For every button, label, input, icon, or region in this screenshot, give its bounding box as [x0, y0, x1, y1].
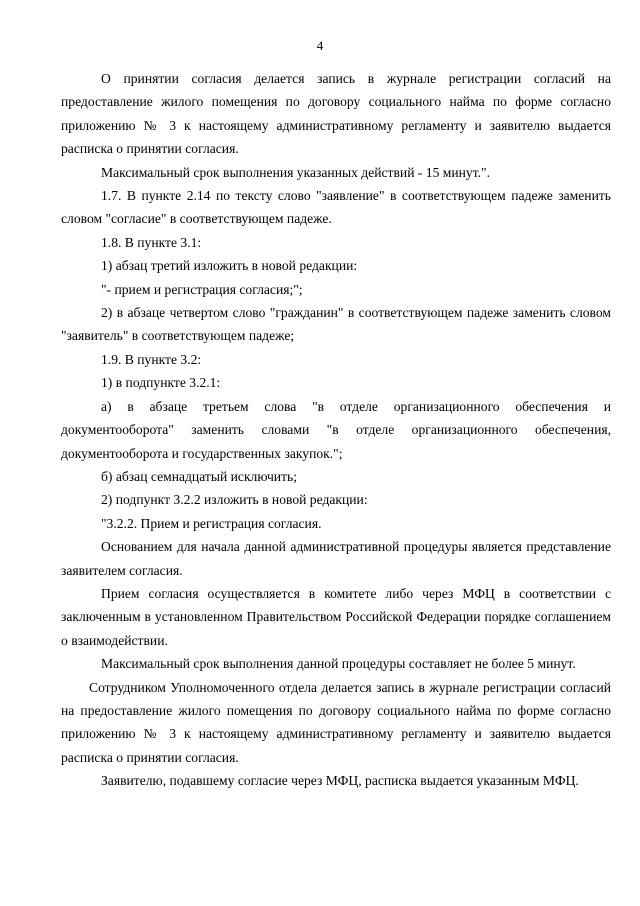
- paragraph-3: 1.7. В пункте 2.14 по тексту слово "заявление" в соответствующем падеже заменить словом "согласие" в соответствующем падеже.: [61, 188, 611, 227]
- paragraph-5: 1) абзац третий изложить в новой редакции:: [101, 258, 358, 274]
- paragraph-4: 1.8. В пункте 3.1:: [101, 234, 202, 250]
- paragraph-11: б) абзац семнадцатый исключить;: [101, 468, 297, 484]
- page-number: 4: [316, 38, 324, 53]
- paragraph-16: Максимальный срок выполнения данной процедуры составляет не более 5 минут.: [101, 656, 576, 672]
- paragraph-9: 1) в подпункте 3.2.1:: [101, 375, 221, 391]
- paragraph-17: Сотрудником Уполномоченного отдела делается запись в журнале регистрации согласий на предоставление жилого помещения по договору социального найма по форме согласно приложению № 3 к настоящему административному регламенту и заявителю выдается расписка о принятии согласия.: [61, 679, 611, 765]
- paragraph-6: "- прием и регистрация согласия;";: [101, 281, 303, 297]
- document-body: [61, 67, 611, 793]
- paragraph-13: "3.2.2. Прием и регистрация согласия.: [101, 515, 322, 531]
- paragraph-12: 2) подпункт 3.2.2 изложить в новой редакции:: [101, 492, 368, 508]
- paragraph-1: О принятии согласия делается запись в журнале регистрации согласий на предоставление жилого помещения по договору социального найма по форме согласно приложению № 3 к настоящему административному регламенту и заявителю выдается расписка о принятии согласия.: [61, 71, 611, 157]
- paragraph-18: Заявителю, подавшему согласие через МФЦ, расписка выдается указанным МФЦ.: [101, 773, 579, 789]
- paragraph-8: 1.9. В пункте 3.2:: [101, 351, 202, 367]
- paragraph-7: 2) в абзаце четвертом слово "гражданин" в соответствующем падеже заменить словом "заявитель" в соответствующем падеже;: [61, 305, 611, 344]
- paragraph-10: а) в абзаце третьем слова "в отделе организационного обеспечения и документооборота" заменить словами "в отделе организационного обеспечения, документооборота и государственных закупок.";: [61, 398, 611, 461]
- paragraph-15: Прием согласия осуществляется в комитете либо через МФЦ в соответствии с заключенным в установленном Правительством Российской Федерации порядке соглашением о взаимодействии.: [61, 585, 611, 648]
- paragraph-14: Основанием для начала данной административной процедуры является представление заявителем согласия.: [61, 539, 611, 578]
- paragraph-2: Максимальный срок выполнения указанных действий - 15 минут.".: [101, 164, 490, 180]
